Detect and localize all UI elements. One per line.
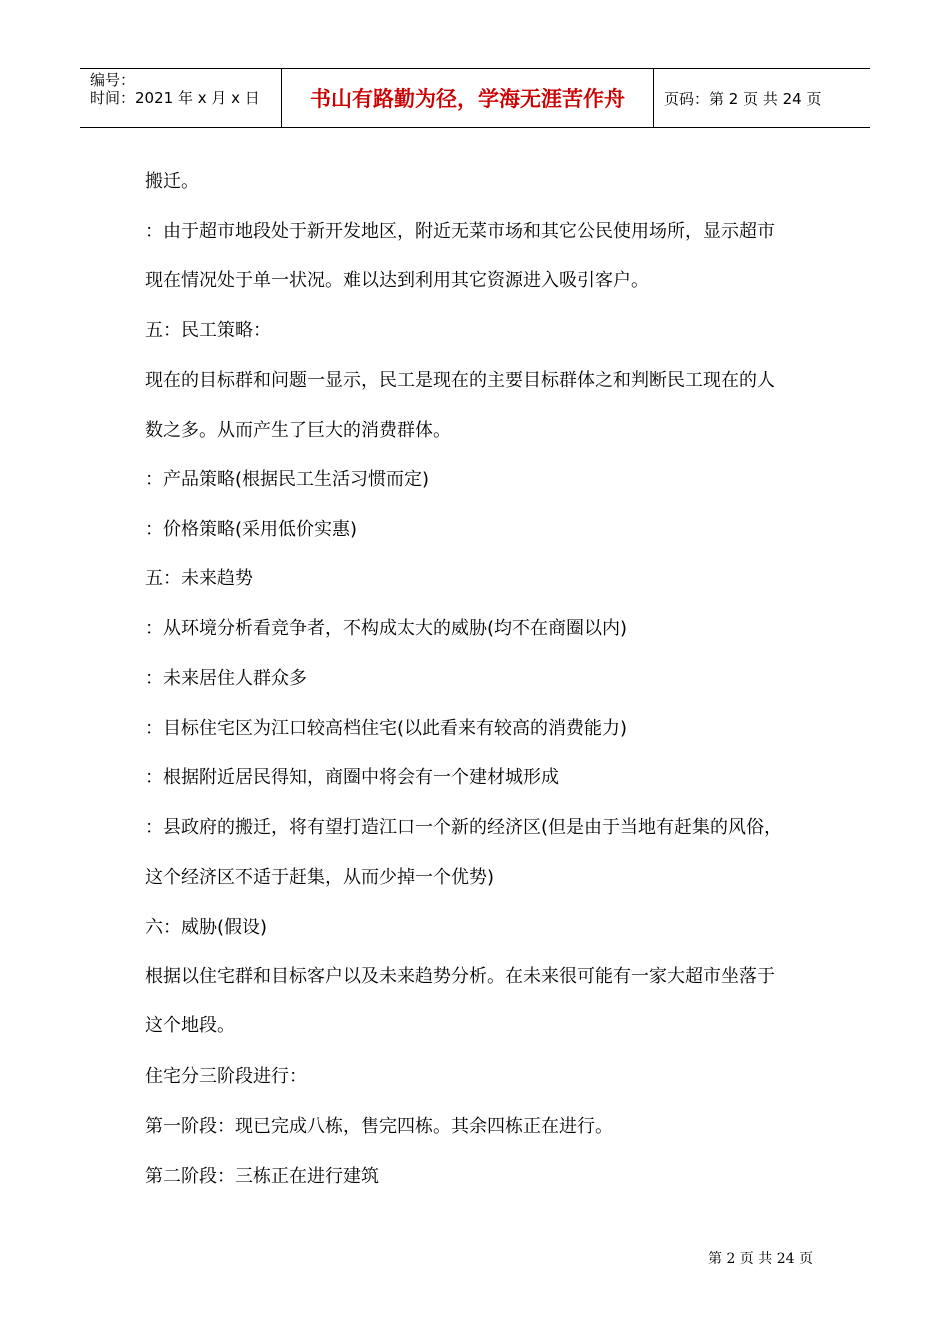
body-line: 住宅分三阶段进行： bbox=[145, 1066, 307, 1087]
document-date-label: 时间：2021 年 x 月 x 日 bbox=[90, 89, 260, 107]
list-item: ：目标住宅区为江口较高档住宅(以此看来有较高的消费能力) bbox=[145, 718, 628, 739]
page-footer: 第 2 页 共 24 页 bbox=[708, 1251, 813, 1267]
body-line: 根据以住宅群和目标客户以及未来趋势分析。在未来很可能有一家大超市坐落于 bbox=[145, 966, 775, 987]
page-header bbox=[80, 68, 870, 128]
section-heading: 五：未来趋势 bbox=[145, 568, 253, 589]
section-heading: 五：民工策略： bbox=[145, 320, 271, 341]
list-item: ：从环境分析看竞争者，不构成太大的威胁(均不在商圈以内) bbox=[145, 618, 628, 639]
body-line: 这个地段。 bbox=[145, 1015, 235, 1036]
body-line: ：由于超市地段处于新开发地区，附近无菜市场和其它公民使用场所，显示超市 bbox=[145, 221, 775, 242]
body-line: 现在情况处于单一状况。难以达到利用其它资源进入吸引客户。 bbox=[145, 270, 649, 291]
section-heading: 六：威胁(假设) bbox=[145, 917, 268, 938]
header-motto-cell bbox=[282, 69, 654, 127]
list-item: ：产品策略(根据民工生活习惯而定) bbox=[145, 469, 430, 490]
list-item: ：未来居住人群众多 bbox=[145, 668, 307, 689]
body-line: 第二阶段：三栋正在进行建筑 bbox=[145, 1166, 379, 1187]
header-meta-cell bbox=[80, 69, 282, 127]
body-line: 现在的目标群和问题一显示，民工是现在的主要目标群体之和判断民工现在的人 bbox=[145, 370, 775, 391]
list-item: ：价格策略(采用低价实惠) bbox=[145, 519, 358, 540]
header-page-cell bbox=[654, 69, 870, 127]
body-line: 第一阶段：现已完成八栋，售完四栋。其余四栋正在进行。 bbox=[145, 1116, 613, 1137]
document-number-label: 编号： bbox=[90, 71, 136, 89]
header-page-number: 页码：第 2 页 共 24 页 bbox=[664, 89, 822, 108]
body-line: 数之多。从而产生了巨大的消费群体。 bbox=[145, 420, 451, 441]
list-item: ：县政府的搬迁，将有望打造江口一个新的经济区(但是由于当地有赶集的风俗， bbox=[145, 817, 783, 838]
header-motto: 书山有路勤为径，学海无涯苦作舟 bbox=[310, 87, 625, 111]
list-item: ：根据附近居民得知，商圈中将会有一个建材城形成 bbox=[145, 767, 559, 788]
body-line: 这个经济区不适于赶集，从而少掉一个优势) bbox=[145, 867, 495, 888]
body-line: 搬迁。 bbox=[145, 171, 199, 192]
